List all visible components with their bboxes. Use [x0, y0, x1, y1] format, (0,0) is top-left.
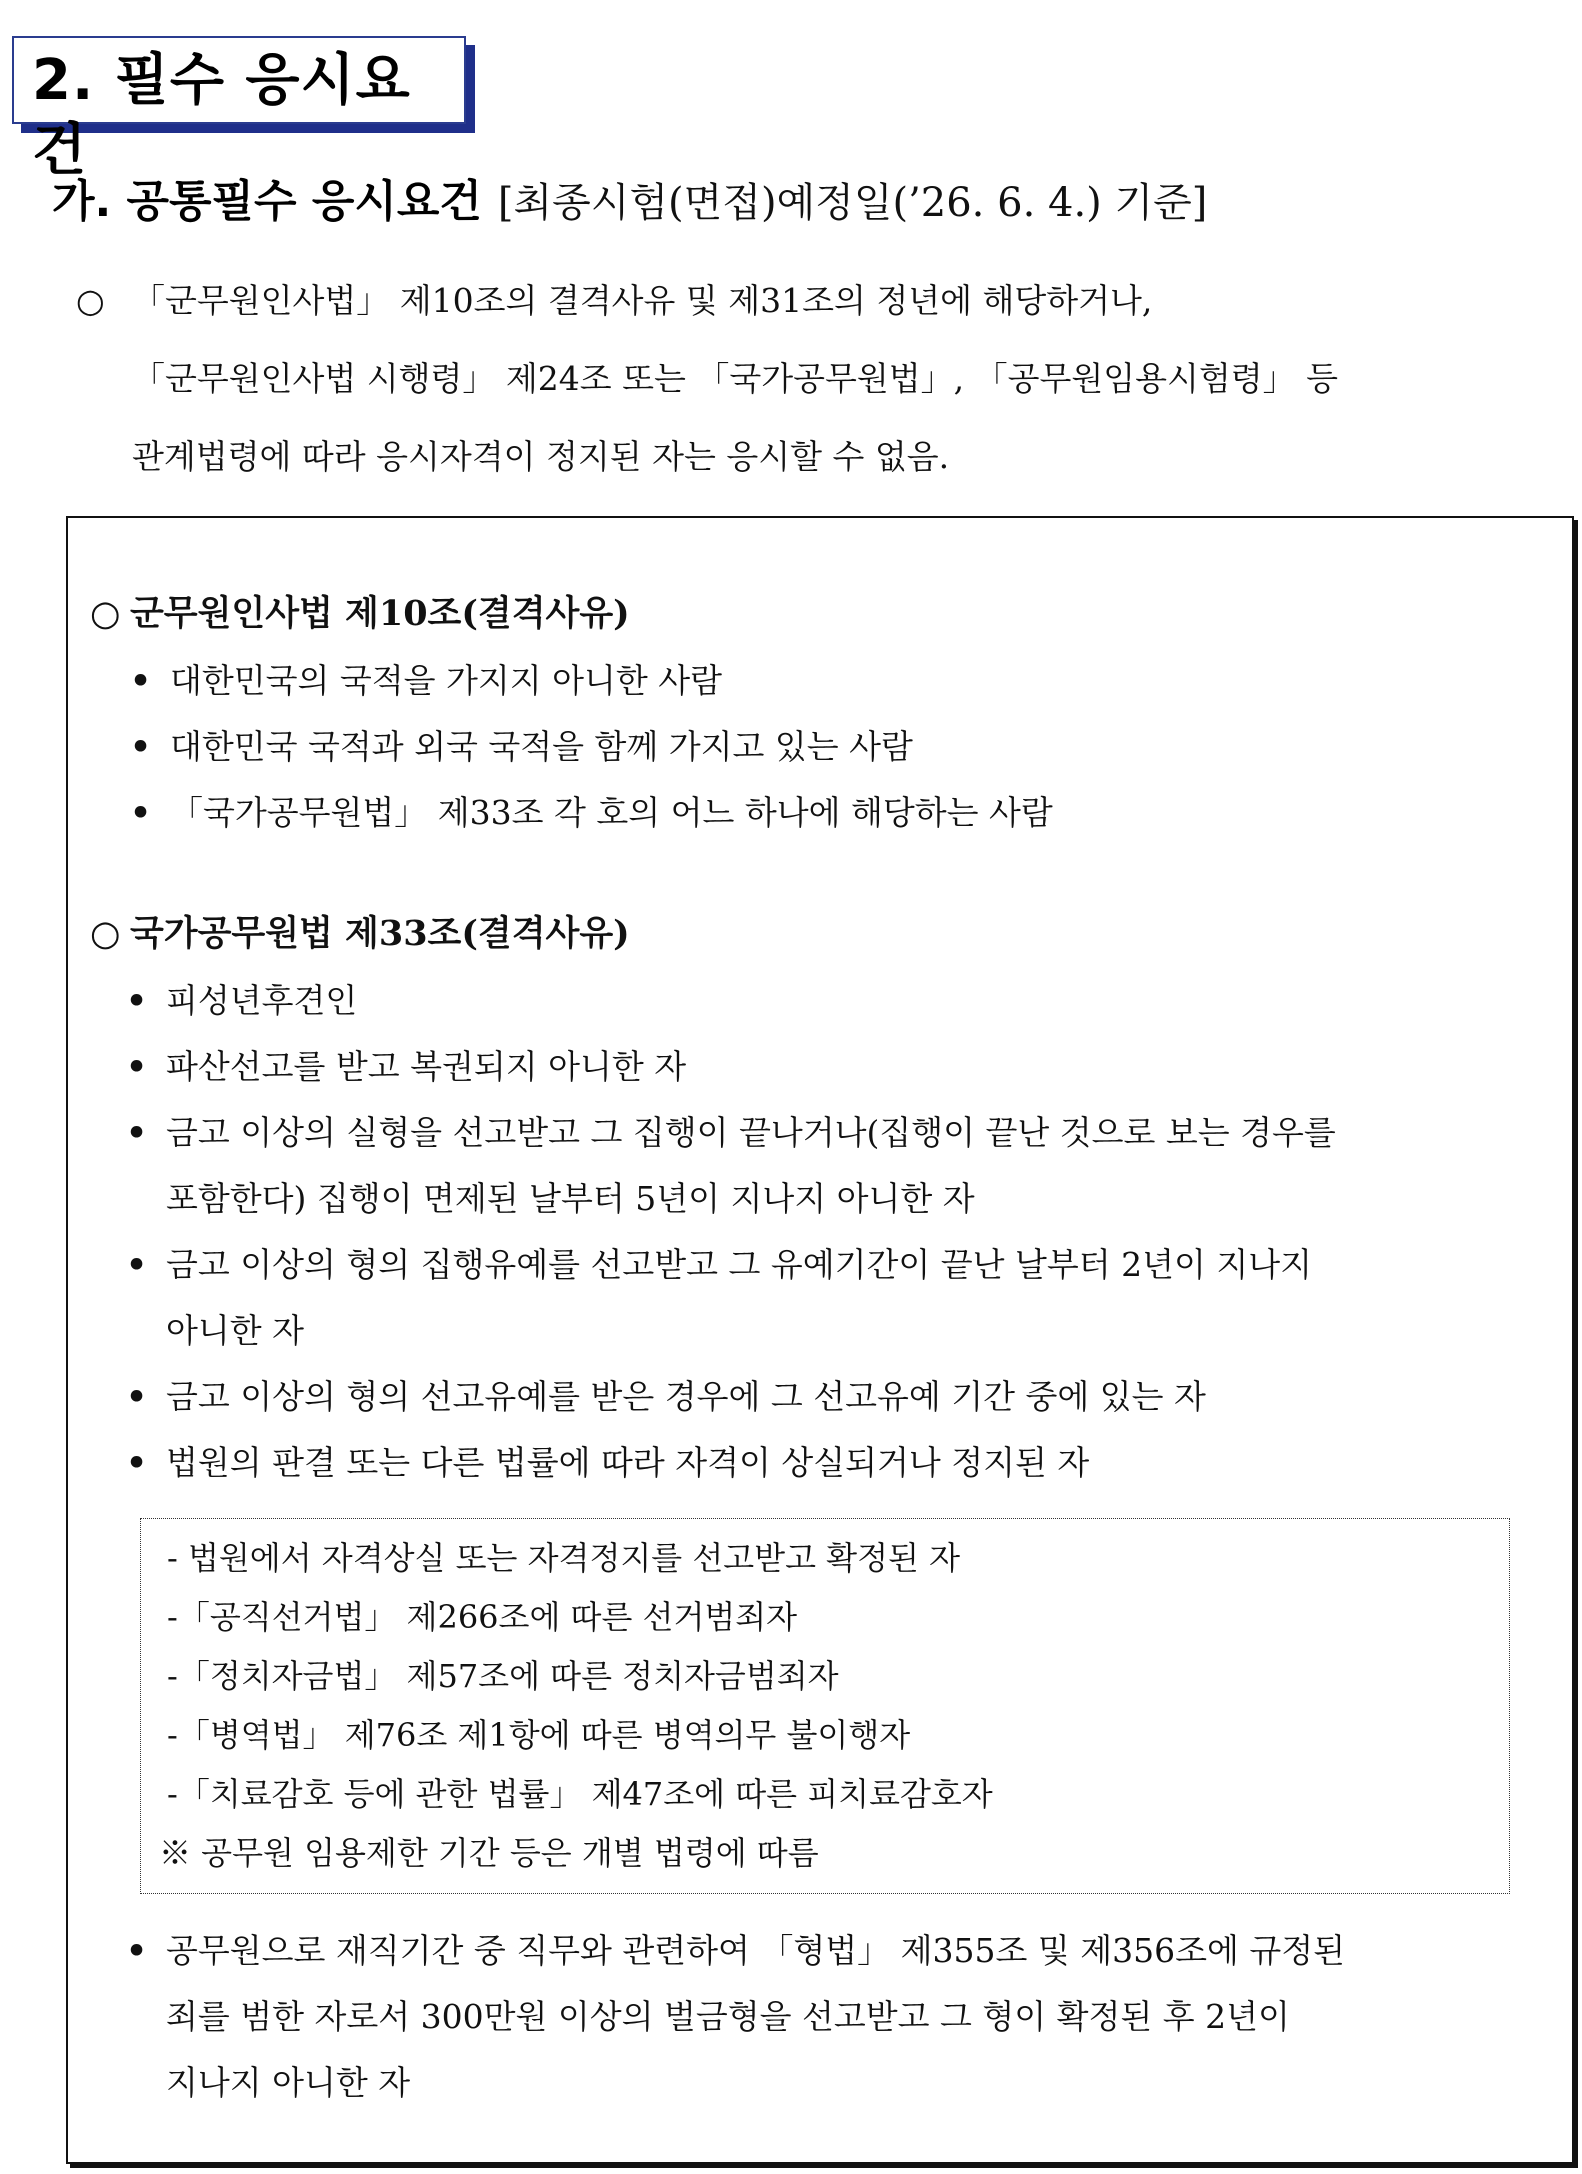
- detail-box: [140, 1518, 1510, 1894]
- detail-line: -「치료감호 등에 관한 법률」 제47조에 따른 피치료감호자: [167, 1775, 993, 1813]
- circle-bullet-icon: ○: [90, 914, 121, 954]
- lead-line: 관계법령에 따라 응시자격이 정지된 자는 응시할 수 없음.: [132, 437, 950, 476]
- detail-line: -「공직선거법」 제266조에 따른 선거범죄자: [167, 1598, 798, 1636]
- list-item: • 대한민국의 국적을 가지지 아니한 사람: [130, 648, 722, 714]
- group-heading-civil-act: ○ 국가공무원법 제33조(결격사유): [90, 908, 630, 960]
- list-item: • 「국가공무원법」 제33조 각 호의 어느 하나에 해당하는 사람: [130, 780, 1053, 846]
- bullet-dot-icon: •: [126, 1931, 148, 1970]
- list-item: • 공무원으로 재직기간 중 직무와 관련하여 「형법」 제355조 및 제356조에 규정된 죄를 범한 자로서 300만원 이상의 벌금형을 선고받고 그 형이 확정된 후 2년이 지나지 아니한 자: [126, 1918, 1345, 2116]
- circle-bullet-icon: ○: [90, 594, 121, 634]
- bullet-dot-icon: •: [130, 793, 152, 832]
- bullet-dot-icon: •: [126, 981, 148, 1020]
- bullet-dot-icon: •: [130, 727, 152, 766]
- list-item: • 파산선고를 받고 복권되지 아니한 자: [126, 1034, 686, 1100]
- bullet-dot-icon: •: [126, 1047, 148, 1086]
- lead-paragraph: [76, 262, 1546, 496]
- subheading-strong: 가. 공통필수 응시요건: [52, 176, 482, 227]
- bullet-dot-icon: •: [126, 1443, 148, 1482]
- bullet-dot-icon: •: [126, 1245, 148, 1284]
- list-item: • 대한민국 국적과 외국 국적을 함께 가지고 있는 사람: [130, 714, 913, 780]
- bullet-dot-icon: •: [126, 1113, 148, 1152]
- detail-line: - 법원에서 자격상실 또는 자격정지를 선고받고 확정된 자: [167, 1539, 960, 1577]
- disqualification-box: [66, 516, 1574, 2164]
- list-item: • 금고 이상의 형의 집행유예를 선고받고 그 유예기간이 끝난 날부터 2년이 지나지 아니한 자: [126, 1232, 1312, 1364]
- subheading: [52, 170, 1207, 243]
- list-item: • 피성년후견인: [126, 968, 357, 1034]
- lead-line: 「군무원인사법 시행령」 제24조 또는 「국가공무원법」, 「공무원임용시험령」 등: [132, 359, 1339, 398]
- subheading-criteria: [최종시험(면접)예정일(’26. 6. 4.) 기준]: [497, 180, 1208, 226]
- section-title-box: [12, 36, 466, 183]
- list-item: • 법원의 판결 또는 다른 법률에 따라 자격이 상실되거나 정지된 자: [126, 1430, 1089, 1496]
- list-item: • 금고 이상의 형의 선고유예를 받은 경우에 그 선고유예 기간 중에 있는 자: [126, 1364, 1206, 1430]
- detail-line: -「병역법」 제76조 제1항에 따른 병역의무 불이행자: [167, 1716, 911, 1754]
- circle-bullet-icon: ○: [76, 281, 105, 320]
- section-title: 2. 필수 응시요건: [32, 48, 411, 183]
- lead-line: ○ 「군무원인사법」 제10조의 결격사유 및 제31조의 정년에 해당하거나,: [76, 262, 1546, 340]
- bullet-dot-icon: •: [126, 1377, 148, 1416]
- bullet-dot-icon: •: [130, 661, 152, 700]
- group-heading-military-act: ○ 군무원인사법 제10조(결격사유): [90, 588, 630, 640]
- detail-line: -「정치자금법」 제57조에 따른 정치자금범죄자: [167, 1657, 839, 1695]
- detail-note: ※ 공무원 임용제한 기간 등은 개별 법령에 따름: [159, 1834, 819, 1872]
- list-item: • 금고 이상의 실형을 선고받고 그 집행이 끝나거나(집행이 끝난 것으로 보는 경우를 포함한다) 집행이 면제된 날부터 5년이 지나지 아니한 자: [126, 1100, 1336, 1232]
